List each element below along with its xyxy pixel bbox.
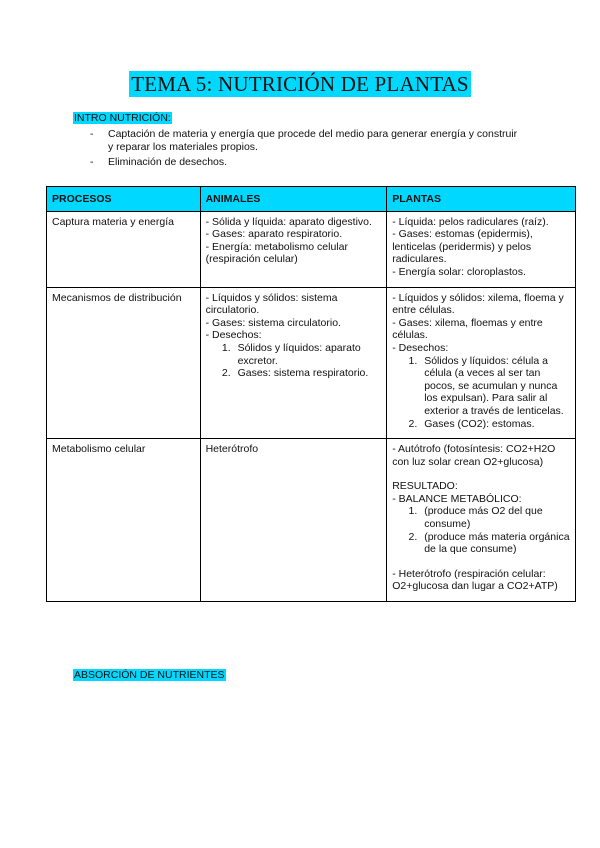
plants-cell bbox=[387, 211, 576, 287]
comparison-table bbox=[46, 186, 576, 602]
process-cell: Captura materia y energía bbox=[47, 211, 201, 287]
animals-cell bbox=[200, 211, 387, 287]
cell-line: - Gases: aparato respiratorio. bbox=[205, 228, 343, 241]
title-block bbox=[0, 72, 600, 97]
header-plants: PLANTAS bbox=[387, 187, 576, 212]
process-cell: Mecanismos de distribución bbox=[47, 287, 201, 439]
page-title: TEMA 5: NUTRICIÓN DE PLANTAS bbox=[131, 72, 469, 96]
cell-line: - Heterótrofo (respiración celular: O2+glucosa dan lugar a CO2+ATP) bbox=[392, 567, 558, 593]
list-item: - Eliminación de desechos. bbox=[90, 156, 520, 169]
table-row bbox=[47, 211, 576, 287]
cell-line: - Energía: metabolismo celular (respiración celular) bbox=[205, 240, 348, 266]
process-cell: Metabolismo celular bbox=[47, 439, 201, 602]
plants-cell bbox=[387, 287, 576, 439]
result-label: RESULTADO: bbox=[392, 480, 458, 493]
table-header-row bbox=[47, 187, 576, 212]
absorption-heading: ABSORCIÓN DE NUTRIENTES bbox=[74, 669, 225, 681]
list-item: 1. Sólidos y líquidos: célula a célula (a veces al ser tan pocos, se acumulan y nunca los expulsan). Para salir al exterior a través de lenticelas. bbox=[420, 355, 570, 418]
header-processes: PROCESOS bbox=[47, 187, 201, 212]
cell-line: - Energía solar: cloroplastos. bbox=[392, 265, 526, 278]
animals-cell: Heterótrofo bbox=[200, 439, 387, 602]
list-item: 1. (produce más O2 del que consume) bbox=[420, 505, 570, 530]
cell-line: - Gases: xilema, floemas y entre células. bbox=[392, 316, 543, 342]
cell-line: - Desechos: bbox=[392, 341, 449, 354]
cell-line: - Líquidos y sólidos: xilema, floema y entre células. bbox=[392, 291, 564, 317]
balance-list bbox=[392, 505, 570, 555]
balance-label: - BALANCE METABÓLICO: bbox=[392, 492, 522, 505]
animals-cell bbox=[200, 287, 387, 439]
cell-line: - Autótrofo (fotosíntesis: CO2+H2O con luz solar crean O2+glucosa) bbox=[392, 443, 556, 468]
table-row bbox=[47, 439, 576, 602]
cell-line: - Gases: sistema circulatorio. bbox=[205, 316, 341, 329]
cell-line: - Gases: estomas (epidermis), lenticelas (peridermis) y pelos radiculares. bbox=[392, 228, 533, 266]
list-item: 2. Gases: sistema respiratorio. bbox=[234, 367, 382, 380]
header-animals: ANIMALES bbox=[200, 187, 387, 212]
table-row bbox=[47, 287, 576, 439]
cell-line: - Líquidos y sólidos: sistema circulatorio. bbox=[205, 291, 338, 317]
intro-list bbox=[90, 128, 520, 171]
cell-line: - Sólida y líquida: aparato digestivo. bbox=[205, 215, 372, 228]
waste-list bbox=[206, 342, 382, 380]
plants-cell bbox=[387, 439, 576, 602]
list-item: 1. Sólidos y líquidos: aparato excretor. bbox=[234, 342, 382, 367]
cell-line: - Líquida: pelos radiculares (raíz). bbox=[392, 215, 549, 228]
list-item: - Captación de materia y energía que procede del medio para generar energía y construir y reparar los materiales propios. bbox=[90, 128, 520, 154]
list-item: 2. (produce más materia orgánica de la que consume) bbox=[420, 531, 570, 556]
cell-line: - Desechos: bbox=[205, 329, 262, 342]
list-item: 2. Gases (CO2): estomas. bbox=[420, 418, 570, 431]
waste-list bbox=[392, 355, 570, 431]
intro-heading: INTRO NUTRICIÓN: bbox=[74, 112, 171, 124]
